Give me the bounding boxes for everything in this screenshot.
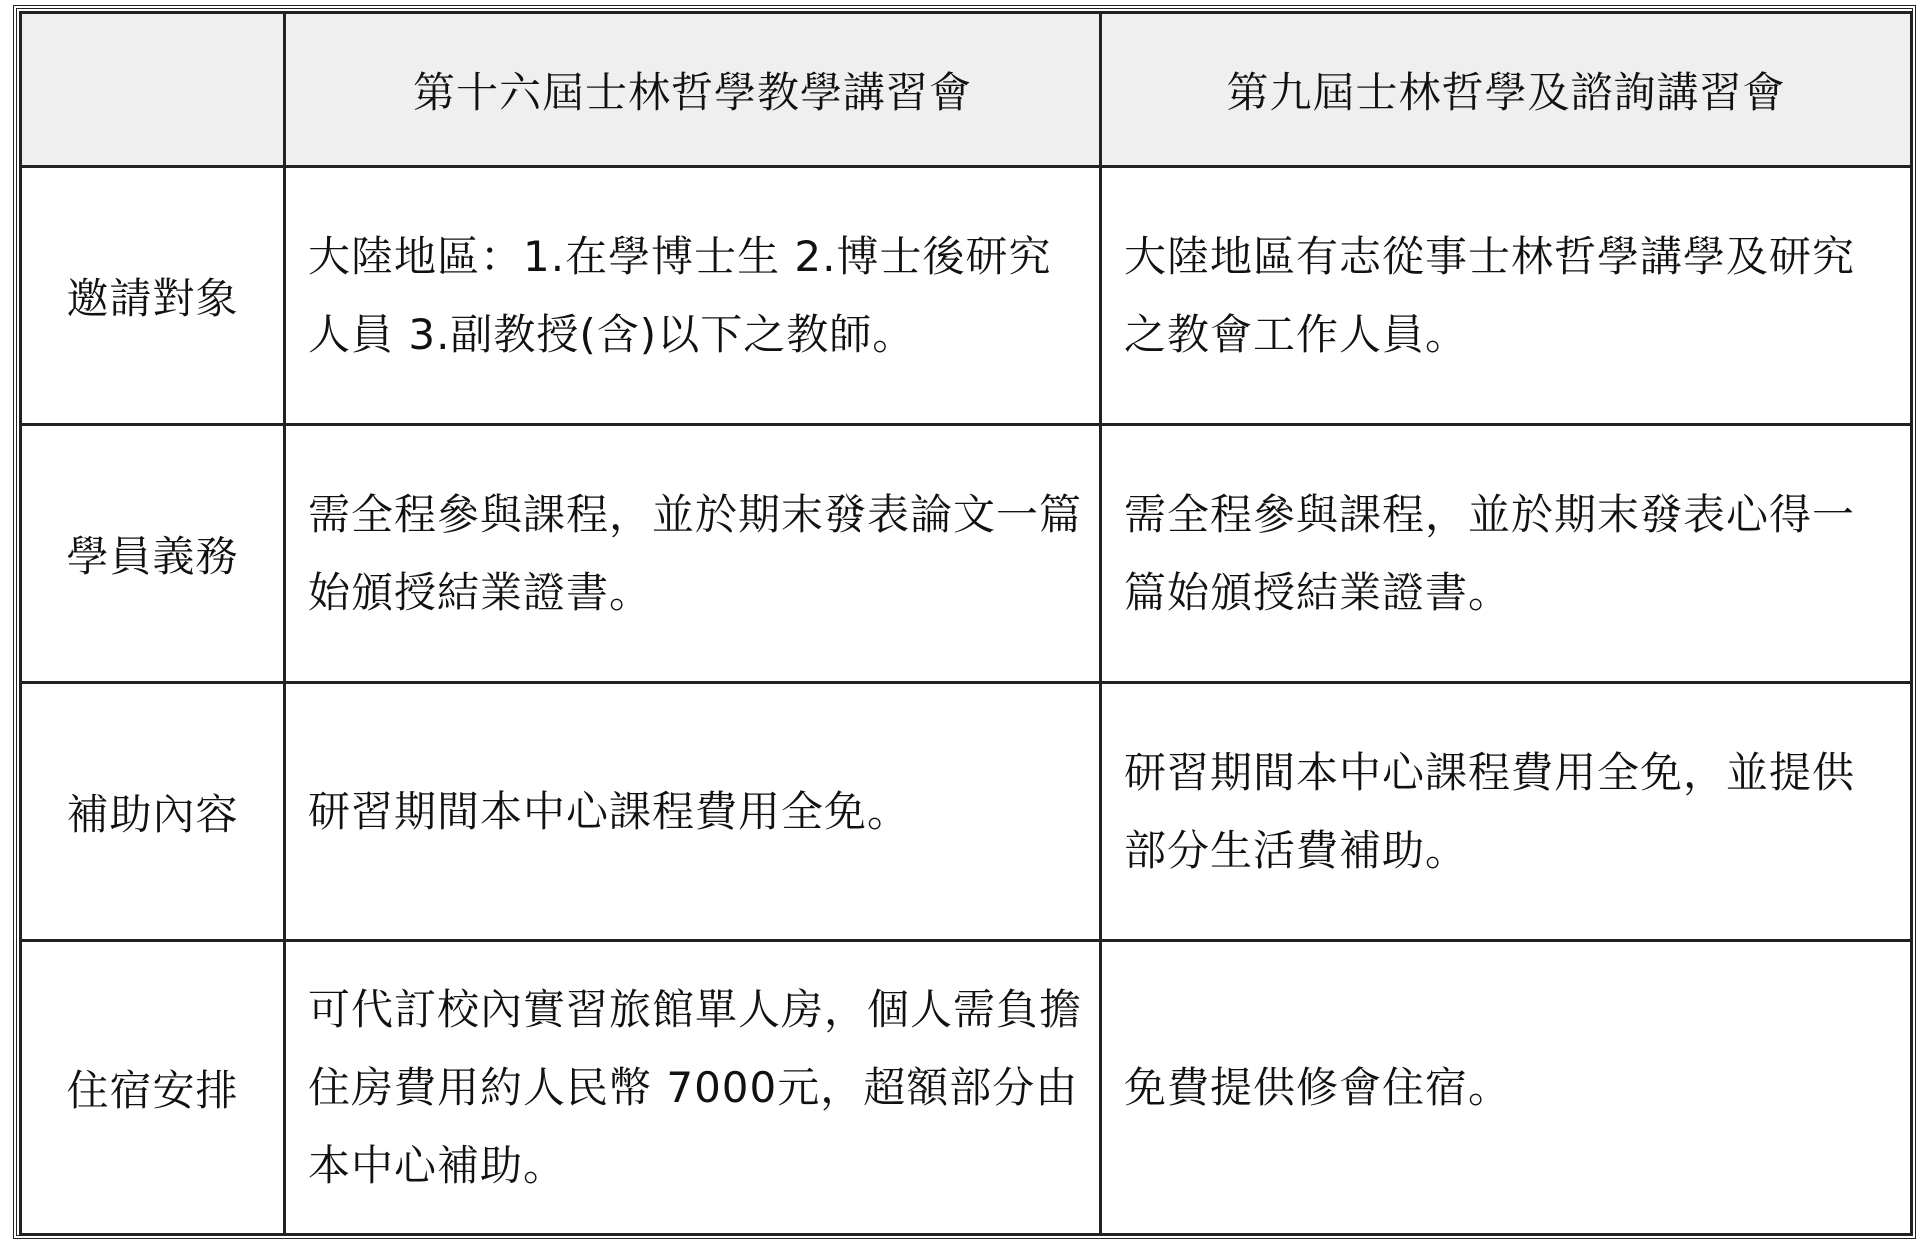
table-row <box>21 941 1912 1235</box>
cell-text: 免費提供修會住宿。 <box>1124 1062 1512 1112</box>
row-label-obligations: 學員義務 <box>21 425 285 683</box>
header-workshop-teaching: 第十六屆士林哲學教學講習會 <box>285 13 1101 167</box>
cell-subsidy-counseling <box>1101 683 1912 941</box>
cell-invitees-teaching <box>285 167 1101 425</box>
cell-text: 研習期間本中心課程費用全免，並提供部分生活費補助。 <box>1124 747 1856 875</box>
comparison-table <box>19 11 1913 1236</box>
cell-obligations-teaching <box>285 425 1101 683</box>
cell-text: 大陸地區：1.在學博士生 2.博士後研究人員 3.副教授(含)以下之教師。 <box>308 231 1052 359</box>
row-label-invitees: 邀請對象 <box>21 167 285 425</box>
cell-accommodation-counseling <box>1101 941 1912 1235</box>
cell-accommodation-teaching <box>285 941 1101 1235</box>
header-workshop-counseling: 第九屆士林哲學及諮詢講習會 <box>1101 13 1912 167</box>
table-row <box>21 425 1912 683</box>
cell-text: 研習期間本中心課程費用全免。 <box>308 786 911 836</box>
cell-invitees-counseling <box>1101 167 1912 425</box>
table-header-row <box>21 13 1912 167</box>
table-row <box>21 683 1912 941</box>
cell-text: 可代訂校內實習旅館單人房，個人需負擔住房費用約人民幣 7000元，超額部分由本中心補助。 <box>308 984 1083 1190</box>
row-label-accommodation: 住宿安排 <box>21 941 285 1235</box>
cell-text: 大陸地區有志從事士林哲學講學及研究之教會工作人員。 <box>1124 231 1856 359</box>
header-corner-cell <box>21 13 285 167</box>
cell-text: 需全程參與課程，並於期末發表心得一篇始頒授結業證書。 <box>1124 489 1856 617</box>
cell-text: 需全程參與課程，並於期末發表論文一篇始頒授結業證書。 <box>308 489 1083 617</box>
cell-subsidy-teaching <box>285 683 1101 941</box>
cell-obligations-counseling <box>1101 425 1912 683</box>
table-row <box>21 167 1912 425</box>
row-label-subsidy: 補助內容 <box>21 683 285 941</box>
comparison-table-frame <box>13 5 1916 1239</box>
